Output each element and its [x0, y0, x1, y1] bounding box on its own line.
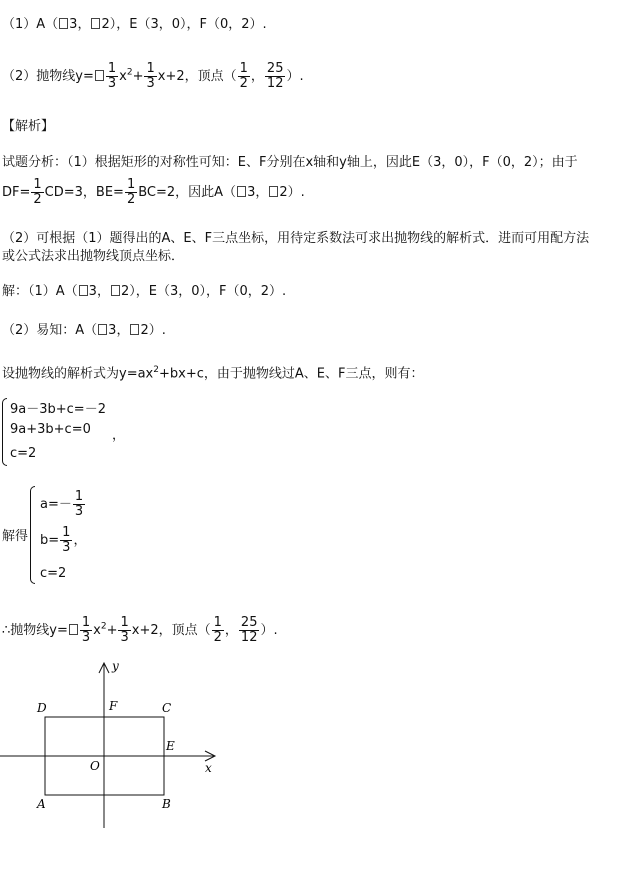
solution-row-a: a=－ $\frac{1}{3}$: [40, 489, 84, 519]
missing-glyph-box: [237, 186, 246, 197]
solution-system: [30, 484, 120, 584]
analysis-line-2: DF= $\frac{1}{2}$ CD=3，BE= $\frac{1}{2}$ BC=2，因此A（ 3， 2）.: [2, 177, 305, 207]
fraction: $\frac{1}{2}$: [213, 615, 222, 645]
equation-system: [2, 396, 142, 468]
missing-glyph-box: [269, 186, 278, 197]
answer-line-2: （2）抛物线y= $\frac{1}{3}$ $x^2+$ $\frac{1}{3}$ x+2，顶点（ $\frac{1}{2}$ ， $\frac{25}{12}$ ）.: [2, 61, 304, 91]
missing-glyph-box: [91, 18, 100, 29]
solve-label: 解得: [2, 529, 29, 544]
missing-glyph-box: [130, 324, 139, 335]
equation-row: 9a－3b+c=－2: [10, 402, 106, 417]
solution-row-c: c=2: [40, 566, 67, 581]
fraction: $\frac{1}{2}$: [33, 177, 42, 207]
analysis-heading: 【解析】: [2, 119, 55, 134]
label-y: y: [112, 659, 119, 673]
fraction: $\frac{25}{12}$: [266, 61, 284, 91]
missing-glyph-box: [79, 285, 88, 296]
missing-glyph-box: [59, 18, 68, 29]
left-brace: [2, 398, 7, 466]
final-line: ∴抛物线y= $\frac{1}{3}$ $x^2+$ $\frac{1}{3}$ x+2，顶点（ $\frac{1}{2}$ ， $\frac{25}{12}$ ）.: [2, 615, 278, 645]
fraction: $\frac{1}{3}$: [146, 61, 155, 91]
label-x: x: [205, 761, 212, 775]
fraction: $\frac{1}{2}$: [239, 61, 248, 91]
solution-line-1: 解：（1）A（ 3， 2），E（3，0），F（0，2）.: [2, 284, 287, 299]
fraction: $\frac{1}{2}$: [126, 177, 136, 207]
missing-glyph-box: [95, 70, 104, 81]
label-b: B: [162, 797, 171, 811]
equation-row: c=2: [10, 446, 37, 461]
fraction: $\frac{25}{12}$: [240, 615, 258, 645]
missing-glyph-box: [98, 324, 107, 335]
missing-glyph-box: [111, 285, 120, 296]
comma: ，: [112, 428, 126, 443]
coordinate-figure: [0, 650, 240, 850]
fraction: $\frac{1}{3}$: [120, 615, 129, 645]
label-o: O: [90, 759, 100, 773]
fraction: $\frac{1}{3}$: [107, 61, 117, 91]
label-d: D: [37, 701, 47, 715]
label-e: E: [166, 739, 175, 753]
fraction: $\frac{1}{3}$: [81, 615, 91, 645]
fraction: $\frac{1}{3}$: [74, 489, 84, 519]
equation-row: 9a+3b+c=0: [10, 422, 91, 437]
analysis-line-4: 或公式法求出抛物线顶点坐标．: [2, 249, 185, 264]
answer-line-1: （1）A（ 3， 2），E（3，0），F（0，2）.: [2, 17, 267, 32]
left-brace: [30, 486, 35, 584]
setup-line: 设抛物线的解析式为$y=ax^2+bx+c$，由于抛物线过A、E、F三点，则有：: [2, 365, 424, 382]
solution-line-2: （2）易知：A（ 3， 2）.: [2, 323, 166, 338]
fraction: $\frac{1}{3}$: [62, 525, 71, 555]
analysis-line-3: （2）可根据（1）题得出的A、E、F三点坐标，用待定系数法可求出抛物线的解析式．进而可用配方法: [2, 231, 590, 246]
analysis-line-1: 试题分析：（1）根据矩形的对称性可知：E、F分别在x轴和y轴上，因此E（3，0），F（0，2）；由于: [2, 155, 578, 170]
label-a: A: [37, 797, 46, 811]
missing-glyph-box: [69, 624, 78, 635]
label-f: F: [109, 699, 118, 713]
label-c: C: [162, 701, 172, 715]
solution-row-b: b= $\frac{1}{3}$ ，: [40, 525, 87, 555]
